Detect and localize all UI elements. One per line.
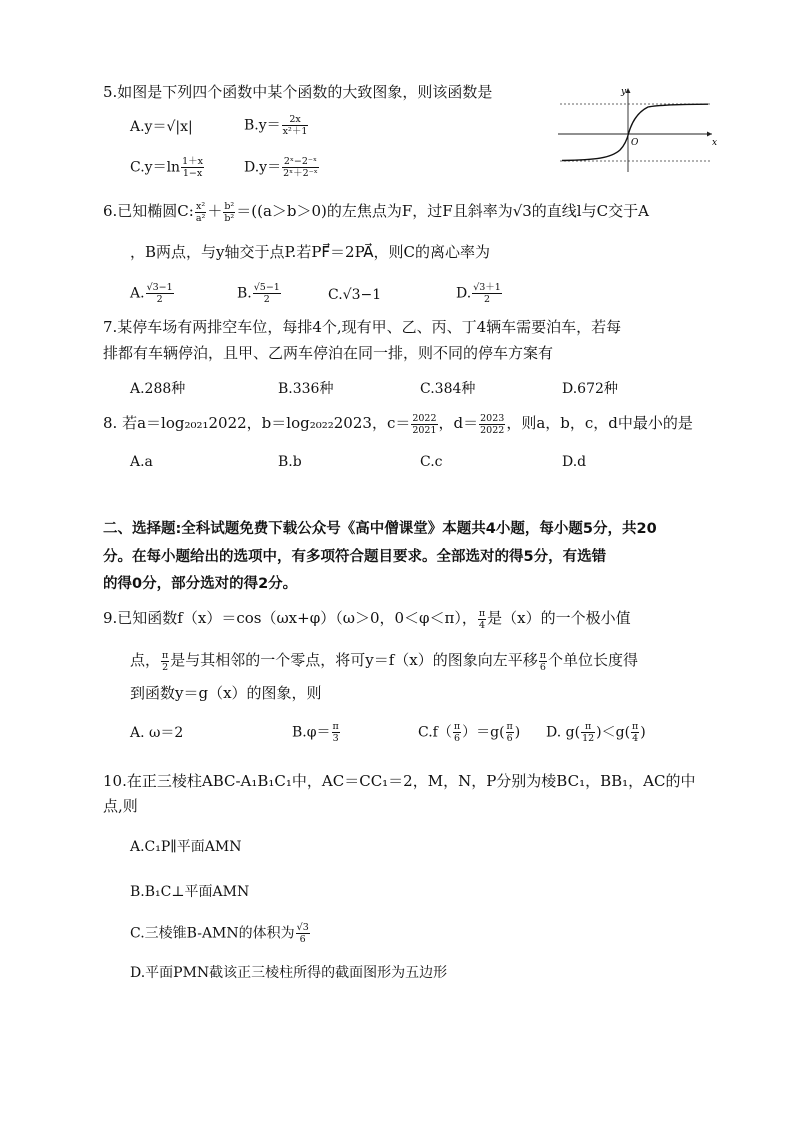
section-2-heading-line-1: 二、选择题:全科试题免费下载公众号《高中僧课堂》本题共4小题，每小题5分，共20 [103, 521, 657, 537]
q6-fraction-1-den: a² [195, 212, 206, 224]
q8-c-num: 2022 [412, 412, 437, 424]
q8-stem-start: 8. 若a＝log₂₀₂₁2022，b＝log₂₀₂₂2023，c＝ [103, 414, 411, 432]
q8-d-num: 2023 [480, 412, 505, 424]
q6-fraction-2-den: b² [224, 212, 235, 224]
q10-option-c-num: √3 [296, 922, 309, 933]
q7-option-a: A.288种 [130, 381, 186, 397]
q8-d-fraction [479, 413, 505, 436]
q7-line-1: 7.某停车场有两排空车位，每排4个,现有甲、乙、丙、丁4辆车需要泊车，若每 [103, 318, 622, 336]
q9-option-c-fraction-1 [453, 721, 461, 744]
q6-option-b [237, 282, 282, 305]
q6-plus: ＋ [207, 202, 223, 220]
q6-option-a-den: 2 [156, 294, 163, 305]
q6-option-d-label: D. [456, 285, 472, 302]
q8-stem [103, 412, 693, 436]
q6-option-d [456, 282, 503, 305]
q10-line-1: 10.在正三棱柱ABC-A₁B₁C₁中，AC＝CC₁＝2，M，N，P分别为棱BC₁，BB₁，AC的中 [103, 772, 696, 790]
q9-option-c-fraction-2 [506, 721, 514, 744]
q9-option-b-fraction [332, 721, 340, 744]
q9-option-d-den-2: 4 [632, 733, 639, 744]
q5-option-d-den: 2ˣ＋2⁻ˣ [283, 168, 318, 179]
q8-option-c: C.c [420, 454, 443, 470]
function-curve [562, 104, 708, 160]
q9-fraction-pi-4-num: π [478, 607, 486, 619]
q5-function-graph [556, 84, 722, 174]
q8-c-den: 2021 [412, 424, 437, 436]
q5-option-b [244, 114, 309, 137]
q6-option-b-fraction [253, 282, 281, 305]
q6-fraction-2-num: b² [224, 200, 235, 212]
q5-option-c [130, 156, 205, 179]
q7-line-2: 排都有车辆停泊，且甲、乙两车停泊在同一排，则不同的停车方案有 [103, 344, 554, 362]
q9-option-b-label: B.φ＝ [292, 724, 331, 741]
q6-fraction-1 [195, 201, 206, 224]
q8-stem-end: ，则a，b，c，d中最小的是 [506, 414, 693, 432]
q9-line-1-end: 是（x）的一个极小值 [487, 609, 631, 627]
q10-option-d: D.平面PMN截该正三棱柱所得的截面图形为五边形 [130, 965, 448, 981]
q6-option-b-label: B. [237, 285, 252, 302]
q5-option-b-label: B.y＝ [244, 117, 281, 134]
q6-stem [103, 200, 649, 224]
q10-option-a: A.C₁P∥平面AMN [130, 839, 242, 855]
q9-option-c-den-1: 6 [453, 733, 460, 744]
q5-option-c-fraction [181, 156, 204, 179]
q9-fraction-pi-6 [539, 650, 547, 673]
x-axis-arrow [707, 132, 712, 137]
q5-option-c-den: 1−x [182, 168, 203, 179]
q9-option-c-mid: ）＝g( [462, 724, 505, 741]
q9-option-c-num-1: π [453, 721, 461, 732]
q9-option-c-label: C.f（ [418, 724, 452, 741]
q9-line-3: 到函数y＝g（x）的图象，则 [130, 684, 322, 702]
q10-option-c-den: 6 [299, 934, 306, 945]
q5-option-a: A.y＝√|x| [130, 119, 193, 135]
q9-fraction-pi-2 [161, 650, 169, 673]
q10-option-c-label: C.三棱锥B-AMN的体积为 [130, 925, 295, 942]
q9-option-d-end: ) [640, 724, 646, 741]
q9-option-b-den: 3 [332, 733, 339, 744]
q9-option-d-fraction-1 [581, 721, 595, 744]
q10-line-2: 点,则 [103, 797, 138, 815]
q6-option-d-num: √3＋1 [473, 282, 501, 293]
q5-stem: 5.如图是下列四个函数中某个函数的大致图象，则该函数是 [103, 83, 493, 101]
q9-option-b [292, 721, 341, 744]
q10-option-b: B.B₁C⊥平面AMN [130, 884, 250, 900]
q5-option-d-fraction [282, 156, 319, 179]
q10-option-c [130, 922, 311, 945]
q6-fraction-1-num: x² [196, 200, 206, 212]
x-axis-label: x [712, 138, 718, 148]
q7-option-d: D.672种 [562, 381, 618, 397]
q6-option-a-fraction [146, 282, 174, 305]
q6-option-a [130, 282, 175, 305]
q8-d-den: 2022 [480, 424, 505, 436]
q9-line-2 [130, 649, 638, 673]
q6-option-b-num: √5−1 [253, 282, 280, 293]
q5-option-d-num: 2ˣ−2⁻ˣ [283, 156, 317, 167]
q5-option-b-num: 2x [282, 114, 309, 126]
q8-option-b: B.b [278, 454, 302, 470]
q9-line-2-end: 个单位长度得 [548, 651, 639, 669]
q9-option-d-num-1: π [581, 721, 595, 733]
q6-option-a-label: A. [130, 285, 145, 302]
q8-option-a: A.a [130, 454, 153, 470]
q6-option-d-fraction [472, 282, 502, 305]
q9-fraction-pi-2-den: 2 [162, 661, 169, 673]
q9-option-d-fraction-2 [631, 721, 639, 744]
q9-fraction-pi-4 [478, 608, 486, 631]
q9-line-2-mid: 是与其相邻的一个零点，将可y＝f（x）的图象向左平移 [170, 651, 538, 669]
q5-option-c-num: 1＋x [182, 156, 203, 167]
q9-option-d-label: D. g( [546, 724, 581, 741]
q9-line-1-start: 9.已知函数f（x）＝cos（ωx+φ）（ω＞0，0＜φ＜π）， [103, 609, 477, 627]
q9-option-b-num: π [332, 721, 339, 732]
q5-option-c-label: C.y＝ln [130, 159, 181, 176]
q6-fraction-2 [223, 201, 235, 224]
q9-option-d [546, 721, 646, 744]
y-axis-arrow [626, 88, 631, 93]
q9-option-c-num-2: π [506, 721, 513, 732]
q9-option-a: A. ω＝2 [130, 725, 184, 741]
q6-option-a-num: √3−1 [146, 282, 173, 293]
q9-option-d-mid: )＜g( [596, 724, 631, 741]
q5-option-d [244, 156, 320, 179]
q9-option-c-den-2: 6 [506, 733, 513, 744]
q10-option-c-fraction [296, 922, 310, 945]
q8-c-fraction [411, 413, 437, 436]
q6-option-b-den: 2 [263, 294, 270, 305]
q8-option-d: D.d [562, 454, 587, 470]
q7-option-b: B.336种 [278, 381, 334, 397]
q8-mid: ，d＝ [438, 414, 479, 432]
q5-option-b-den: x²＋1 [282, 126, 308, 137]
q9-option-c [418, 721, 520, 744]
q9-line-2-start: 点， [130, 651, 161, 669]
q6-stem-start: 6.已知椭圆C: [103, 202, 194, 220]
y-axis-label: y [621, 87, 627, 97]
q9-fraction-pi-4-den: 4 [479, 619, 486, 631]
q6-option-d-den: 2 [483, 294, 491, 305]
q6-option-c: C.√3−1 [328, 287, 382, 303]
q6-line-2: ，B两点，与y轴交于点P.若PF⃗＝2PA⃗，则C的离心率为 [130, 243, 491, 261]
q9-fraction-pi-6-den: 6 [539, 661, 546, 673]
q9-option-c-end: ) [514, 724, 521, 741]
q6-stem-end: ＝((a＞b＞0)的左焦点为F，过F且斜率为√3的直线l与C交于A [236, 202, 649, 220]
section-2-heading-line-2: 分。在每小题给出的选项中，有多项符合题目要求。全部选对的得5分，有选错 [103, 549, 607, 565]
q7-option-c: C.384种 [420, 381, 476, 397]
origin-label: O [631, 138, 639, 148]
q9-fraction-pi-6-num: π [539, 649, 547, 661]
q9-option-d-den-1: 12 [582, 733, 595, 744]
q5-option-b-fraction [282, 114, 309, 137]
q9-fraction-pi-2-num: π [162, 649, 169, 661]
q5-option-d-label: D.y＝ [244, 159, 282, 176]
section-2-heading-line-3: 的得0分，部分选对的得2分。 [103, 576, 298, 592]
q9-line-1 [103, 607, 631, 631]
q9-option-d-num-2: π [632, 721, 639, 732]
